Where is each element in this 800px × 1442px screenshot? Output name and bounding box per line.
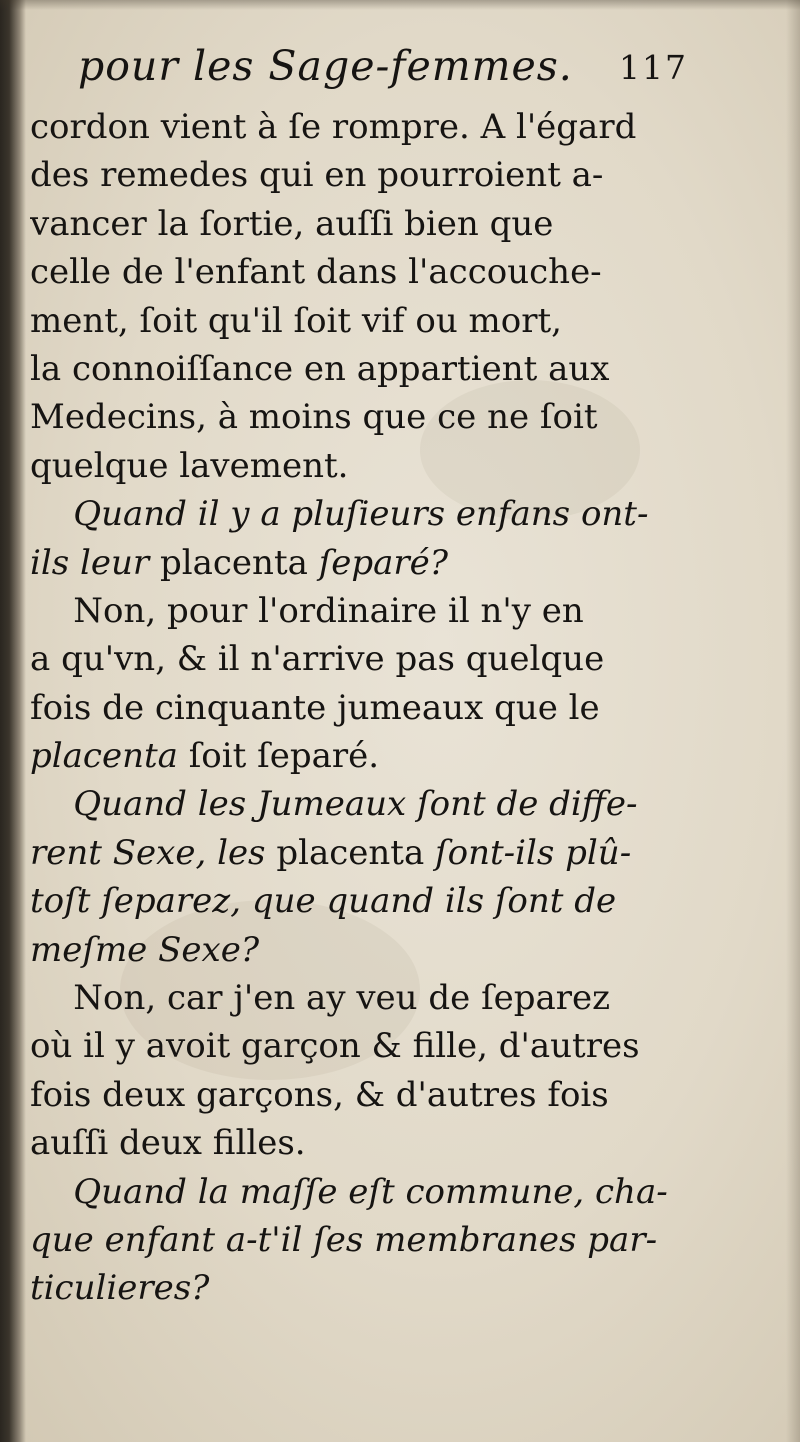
italic-text: ticulieres? [30,1268,210,1309]
roman-text: auſſi deux filles. [30,1123,306,1164]
binding-gutter [0,0,26,1442]
roman-text: a qu'vn, & il n'arrive pas quelque [30,639,605,680]
italic-text: que enfant a-t'il ſes membranes par- [30,1219,658,1260]
roman-text: ſoit ſeparé. [188,736,380,777]
text-line [30,490,770,538]
roman-text: la connoiſſance en appartient aux [30,348,610,389]
text-line [30,877,770,925]
italic-text: ils leur [30,542,160,583]
text-line [30,635,770,683]
roman-text: vancer la ſortie, auſſi bien que [30,203,554,244]
text-line [30,1264,770,1312]
text-line [30,103,770,151]
text-line [30,151,770,199]
roman-text: placenta [276,832,436,873]
text-line [30,829,770,877]
roman-text: Non, car j'en ay veu de ſeparez [30,978,611,1019]
running-head: pour les Sage-femmes. [78,42,573,90]
roman-text: celle de l'enfant dans l'accouche- [30,252,602,293]
roman-text: fois deux garçons, & d'autres fois [30,1074,609,1115]
text-line [30,297,770,345]
page-right-edge [786,0,800,1442]
italic-text: ſeparé? [318,542,449,583]
italic-text: toſt ſeparez, que quand ils ſont de [30,881,617,922]
text-line [30,974,770,1022]
italic-text: Quand la maſſe eſt commune, cha- [30,1171,668,1212]
roman-text: cordon vient à ſe rompre. A l'égard [30,107,637,147]
text-line [30,732,770,780]
italic-text: ſont-ils plû- [435,832,632,873]
roman-text: où il y avoit garçon & fille, d'autres [30,1026,640,1067]
text-line [30,345,770,393]
page-number: 117 [619,48,688,87]
text-line [30,587,770,635]
roman-text: ment, ſoit qu'il ſoit vif ou mort, [30,300,562,341]
text-line [30,684,770,732]
roman-text: Medecins, à moins que ce ne ſoit [30,397,598,438]
page-body [30,103,770,1313]
italic-text: placenta [30,736,189,777]
page-header [78,42,688,102]
text-line [30,200,770,248]
roman-text: des remedes qui en pourroient a- [30,155,604,196]
text-line [30,539,770,587]
roman-text: Non, pour l'ordinaire il n'y en [30,590,584,631]
text-line [30,1216,770,1264]
text-line [30,393,770,441]
text-line [30,1022,770,1070]
roman-text: placenta [159,542,319,583]
roman-text: quelque lavement. [30,445,349,486]
page-top-edge [0,0,800,10]
text-line [30,780,770,828]
italic-text: rent Sexe, les [30,832,277,873]
italic-text: meſme Sexe? [30,929,260,970]
italic-text: Quand les Jumeaux ſont de diffe- [30,784,638,825]
text-line [30,442,770,490]
roman-text: fois de cinquante jumeaux que le [30,687,600,728]
text-line [30,1168,770,1216]
text-line [30,926,770,974]
text-line [30,1071,770,1119]
italic-text: Quand il y a pluſieurs enfans ont- [30,494,649,535]
text-line [30,248,770,296]
text-line [30,1119,770,1167]
